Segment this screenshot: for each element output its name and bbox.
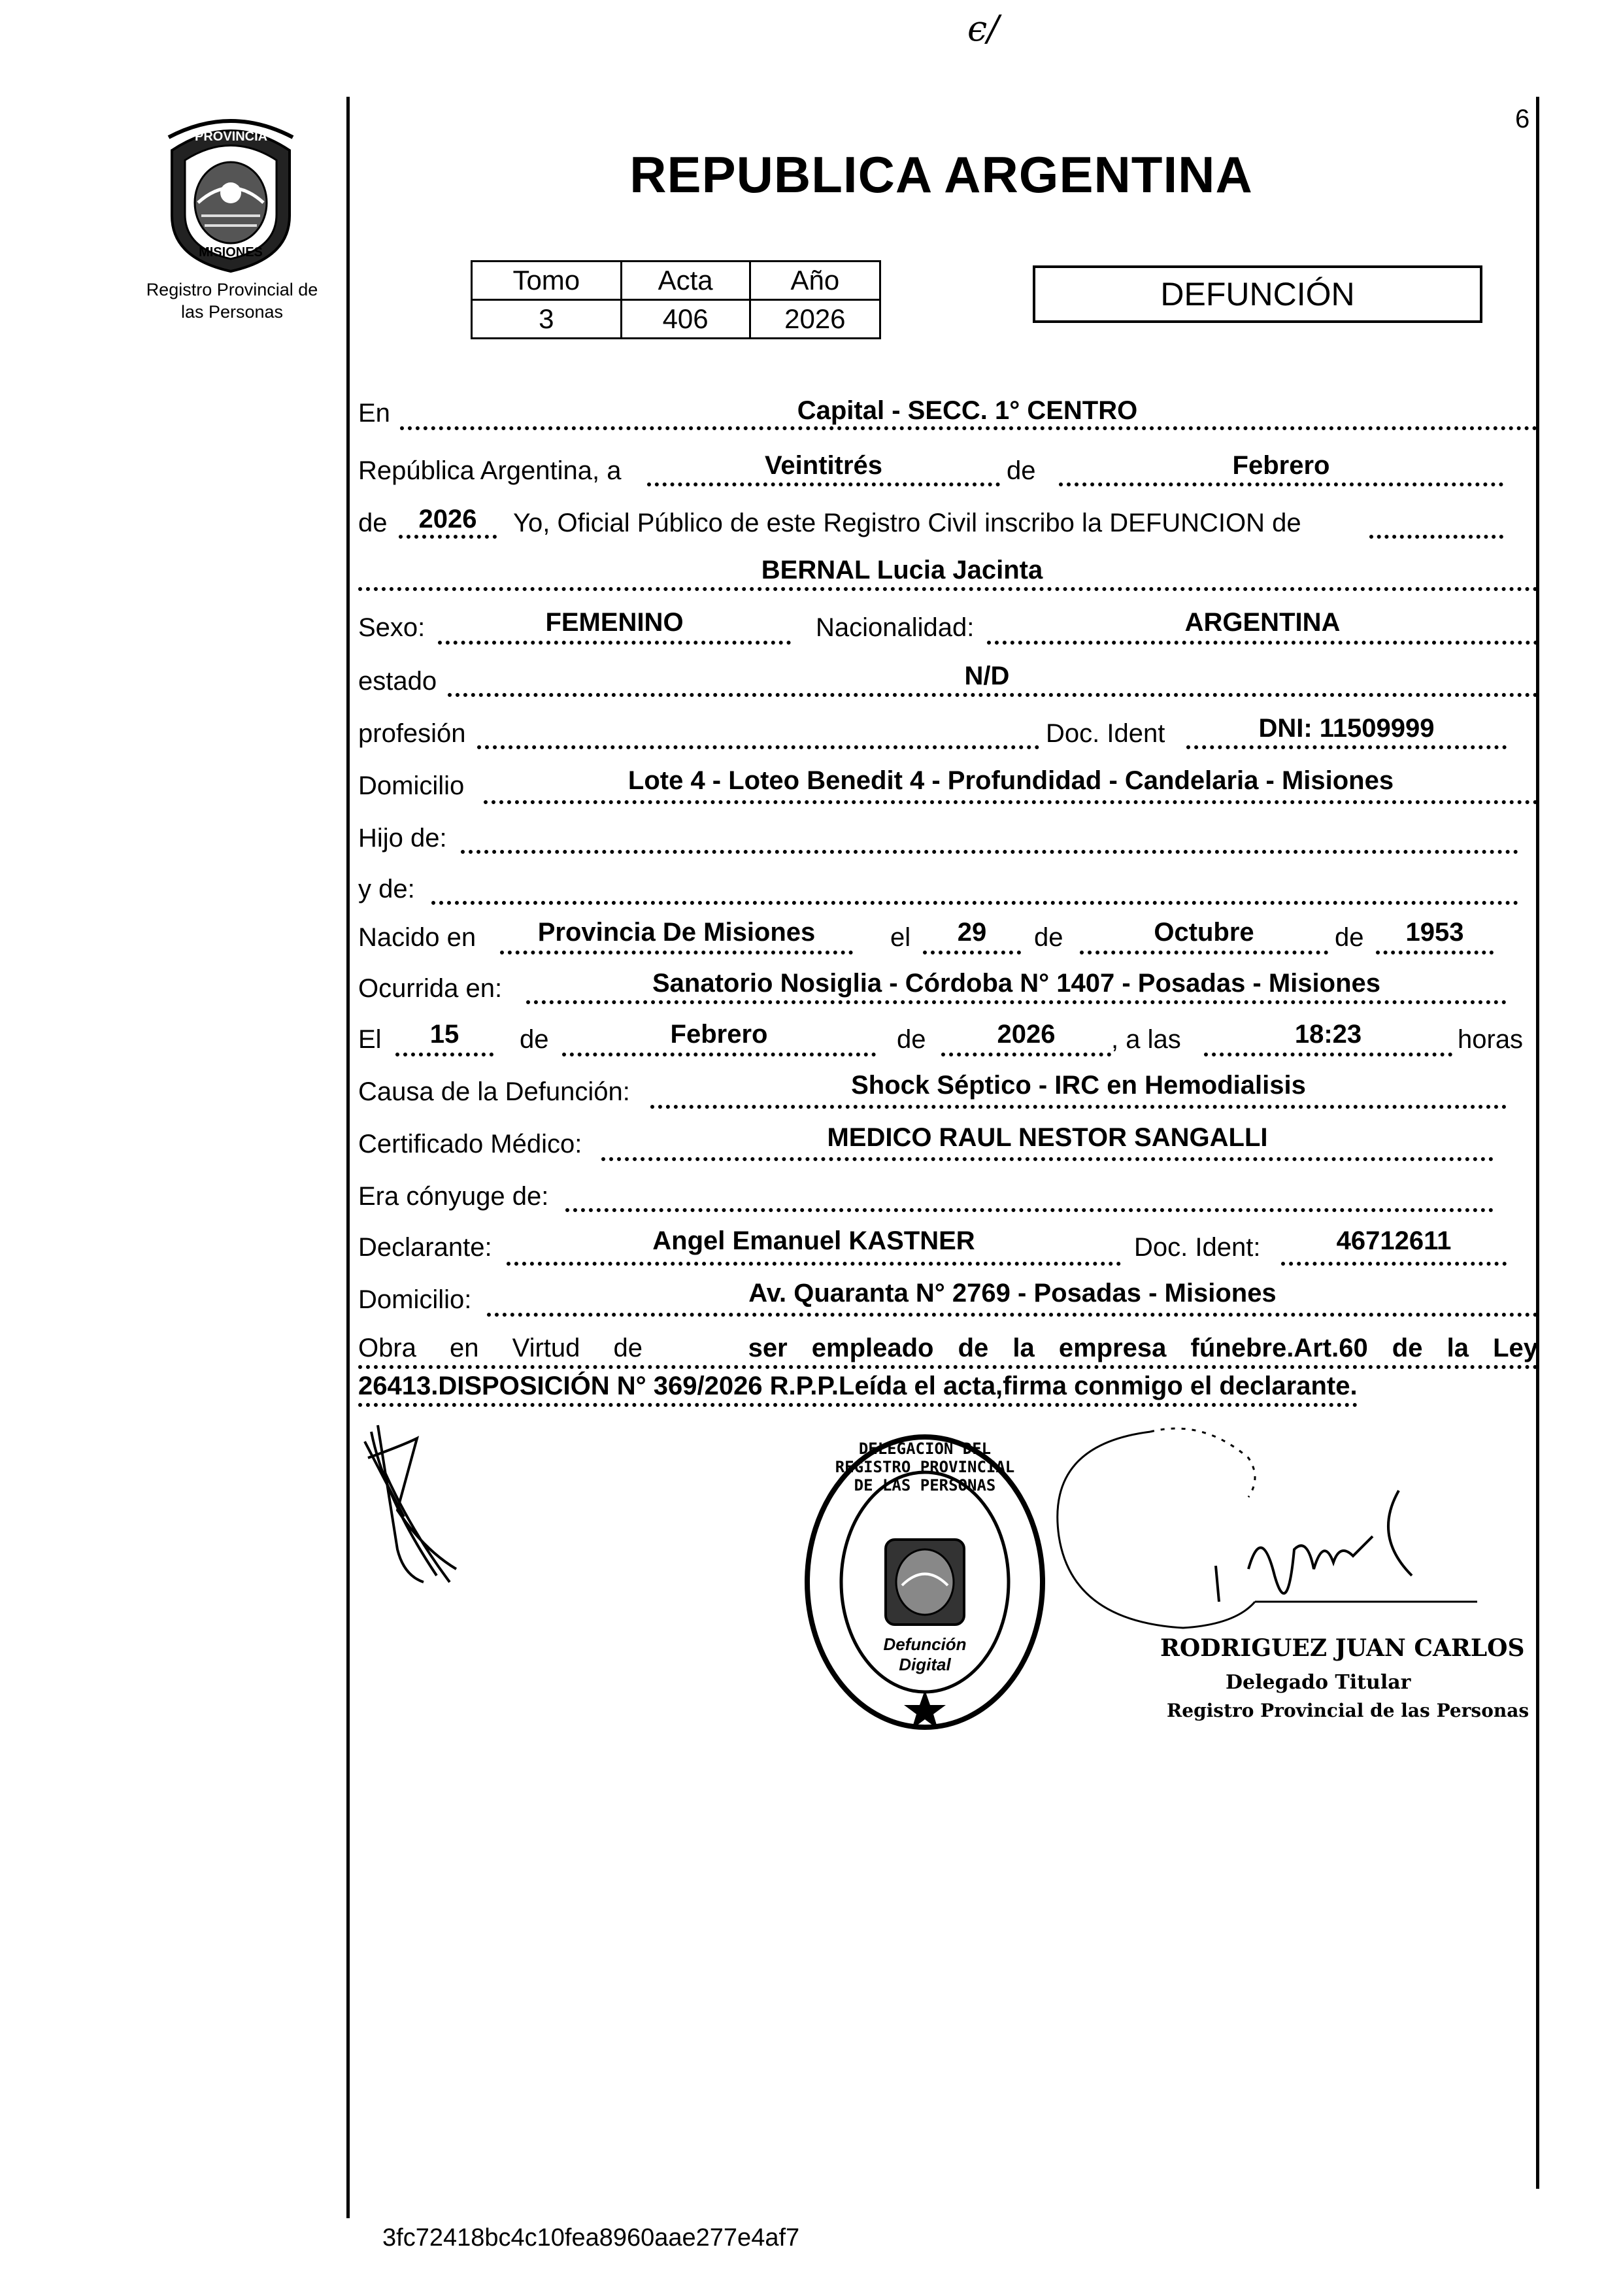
estado-label: estado [358,667,437,696]
certificado-dots [601,1157,1494,1161]
month-value: Febrero [1232,451,1330,480]
doc-ident-dots [1186,745,1507,749]
def-anio-dots [941,1053,1111,1056]
nacido-lugar-value: Provincia De Misiones [537,918,816,947]
registry-name-line1: Registro Provincial de [146,280,318,299]
def-anio-value: 2026 [997,1020,1056,1049]
page-title: REPUBLICA ARGENTINA [629,146,1253,203]
doc-ident-label: Doc. Ident [1046,719,1165,748]
day-words-value: Veintitrés [764,451,883,480]
logo-bottom-text: MISIONES [199,245,263,260]
seal-ring-text: DELEGACION DEL REGISTRO PROVINCIAL DE LAS PERSONAS [835,1440,1015,1494]
tomo-acta-table [471,260,881,339]
def-hora-value: 18:23 [1294,1020,1362,1049]
tomo-header: Tomo [472,262,622,300]
de-label-1: de [1007,456,1036,485]
act-type-box: DEFUNCIÓN [1033,265,1482,323]
obra-prefix: Obra en Virtud de [358,1334,643,1362]
registry-name-line2: las Personas [180,302,284,322]
def-dia-value: 15 [429,1020,460,1049]
ocurrida-dots [526,1000,1507,1004]
de-label-4: de [1335,923,1364,952]
conyuge-dots [565,1208,1494,1212]
document-hash: 3fc72418bc4c10fea8960aae277e4af7 [382,2224,800,2252]
doc2-dots [1281,1262,1507,1266]
anio-value: 2026 [750,300,880,339]
official-name: RODRIGUEZ JUAN CARLOS [1160,1634,1525,1662]
obra-bold-1: ser empleado de la empresa fúnebre.Art.60 de la Ley [748,1334,1538,1362]
obra-line-1 [358,1331,1538,1369]
nacido-dia-value: 29 [957,918,987,947]
nacido-mes-dots [1080,951,1328,954]
year-dots [399,535,497,539]
official-signature [1033,1406,1477,1667]
causa-dots [650,1105,1507,1109]
estado-dots [448,693,1538,697]
republica-label: República Argentina, a [358,456,622,485]
declarante-label: Declarante: [358,1233,492,1262]
official-title: Delegado Titular [1226,1671,1411,1694]
domicilio2-label: Domicilio: [358,1285,472,1314]
sexo-label: Sexo: [358,613,426,642]
profesion-label: profesión [358,719,466,748]
nacionalidad-value: ARGENTINA [1184,608,1341,637]
def-hora-dots [1204,1053,1452,1056]
acta-header: Acta [621,262,750,300]
yde-dots [431,901,1518,905]
causa-label: Causa de la Defunción: [358,1077,630,1106]
conyuge-label: Era cónyuge de: [358,1182,549,1211]
nacido-label: Nacido en [358,923,476,952]
top-handwritten-mark: ϵ/ [967,8,999,49]
declarante-signature [358,1419,476,1589]
estado-value: N/D [964,662,1010,690]
de-label-3: de [1034,923,1063,952]
def-dia-dots [395,1053,493,1056]
right-margin-line [1536,97,1539,2189]
anio-header: Año [750,262,880,300]
day-dots [647,482,1000,486]
horas-label: horas [1458,1025,1524,1054]
seal-inner-text: Defunción Digital [883,1634,967,1674]
obra-bold-2: 26413.DISPOSICIÓN N° 369/2026 R.P.P.Leída el acta,firma conmigo el declarante. [358,1369,1358,1407]
official-office: Registro Provincial de las Personas [1167,1700,1529,1721]
domicilio2-dots [487,1313,1538,1317]
en-value: Capital - SECC. 1° CENTRO [797,396,1138,425]
domicilio-value: Lote 4 - Loteo Benedit 4 - Profundidad - Candelaria - Misiones [627,766,1394,795]
de-label-6: de [897,1025,926,1054]
ocurrida-label: Ocurrida en: [358,974,503,1003]
causa-value: Shock Séptico - IRC en Hemodialisis [851,1071,1306,1100]
acta-value: 406 [621,300,750,339]
profesion-dots [477,745,1039,749]
ocurrida-value: Sanatorio Nosiglia - Córdoba N° 1407 - Posadas - Misiones [652,969,1381,998]
name-dots [358,587,1538,591]
inscribo-text: Yo, Oficial Público de este Registro Civil inscribo la DEFUNCION de [513,509,1301,537]
de-label-2: de [358,509,388,537]
province-logo [156,111,306,275]
en-dots [400,426,1537,430]
domicilio2-value: Av. Quaranta N° 2769 - Posadas - Misiones [748,1279,1277,1308]
de-label-5: de [520,1025,549,1054]
nacido-dia-dots [923,951,1021,954]
nacido-anio-value: 1953 [1405,918,1464,947]
nacido-anio-dots [1376,951,1494,954]
nacionalidad-dots [987,641,1538,645]
year-value: 2026 [418,505,477,533]
en-label: En [358,399,390,428]
yde-label: y de: [358,875,415,903]
certificado-label: Certificado Médico: [358,1130,582,1158]
hijo-dots [461,850,1518,854]
left-margin-line [346,97,350,2218]
logo-top-text: PROVINCIA [195,129,268,144]
page-number: 6 [1515,105,1530,133]
month-dots [1059,482,1503,486]
def-mes-dots [562,1053,876,1056]
domicilio-dots [484,800,1538,804]
sexo-value: FEMENINO [545,608,684,637]
def-mes-value: Febrero [670,1020,768,1049]
declarante-dots [507,1262,1121,1266]
certificado-value: MEDICO RAUL NESTOR SANGALLI [827,1123,1268,1152]
nacido-lugar-dots [500,951,853,954]
official-seal [801,1432,1049,1732]
obra-paragraph [358,1331,1538,1407]
declarante-value: Angel Emanuel KASTNER [652,1226,975,1255]
doc2-label: Doc. Ident: [1134,1233,1261,1262]
doc-ident-value: DNI: 11509999 [1258,714,1435,743]
hijo-label: Hijo de: [358,824,447,853]
nacido-mes-value: Octubre [1154,918,1254,947]
inscribo-dots [1369,535,1503,539]
domicilio-label: Domicilio [358,771,465,800]
el-label: el [890,923,911,952]
tomo-value: 3 [472,300,622,339]
nacionalidad-label: Nacionalidad: [816,613,975,642]
doc2-value: 46712611 [1336,1226,1452,1255]
el2-label: El [358,1025,382,1054]
alas-label: , a las [1111,1025,1181,1054]
sexo-dots [438,641,791,645]
deceased-name-value: BERNAL Lucia Jacinta [761,556,1043,584]
